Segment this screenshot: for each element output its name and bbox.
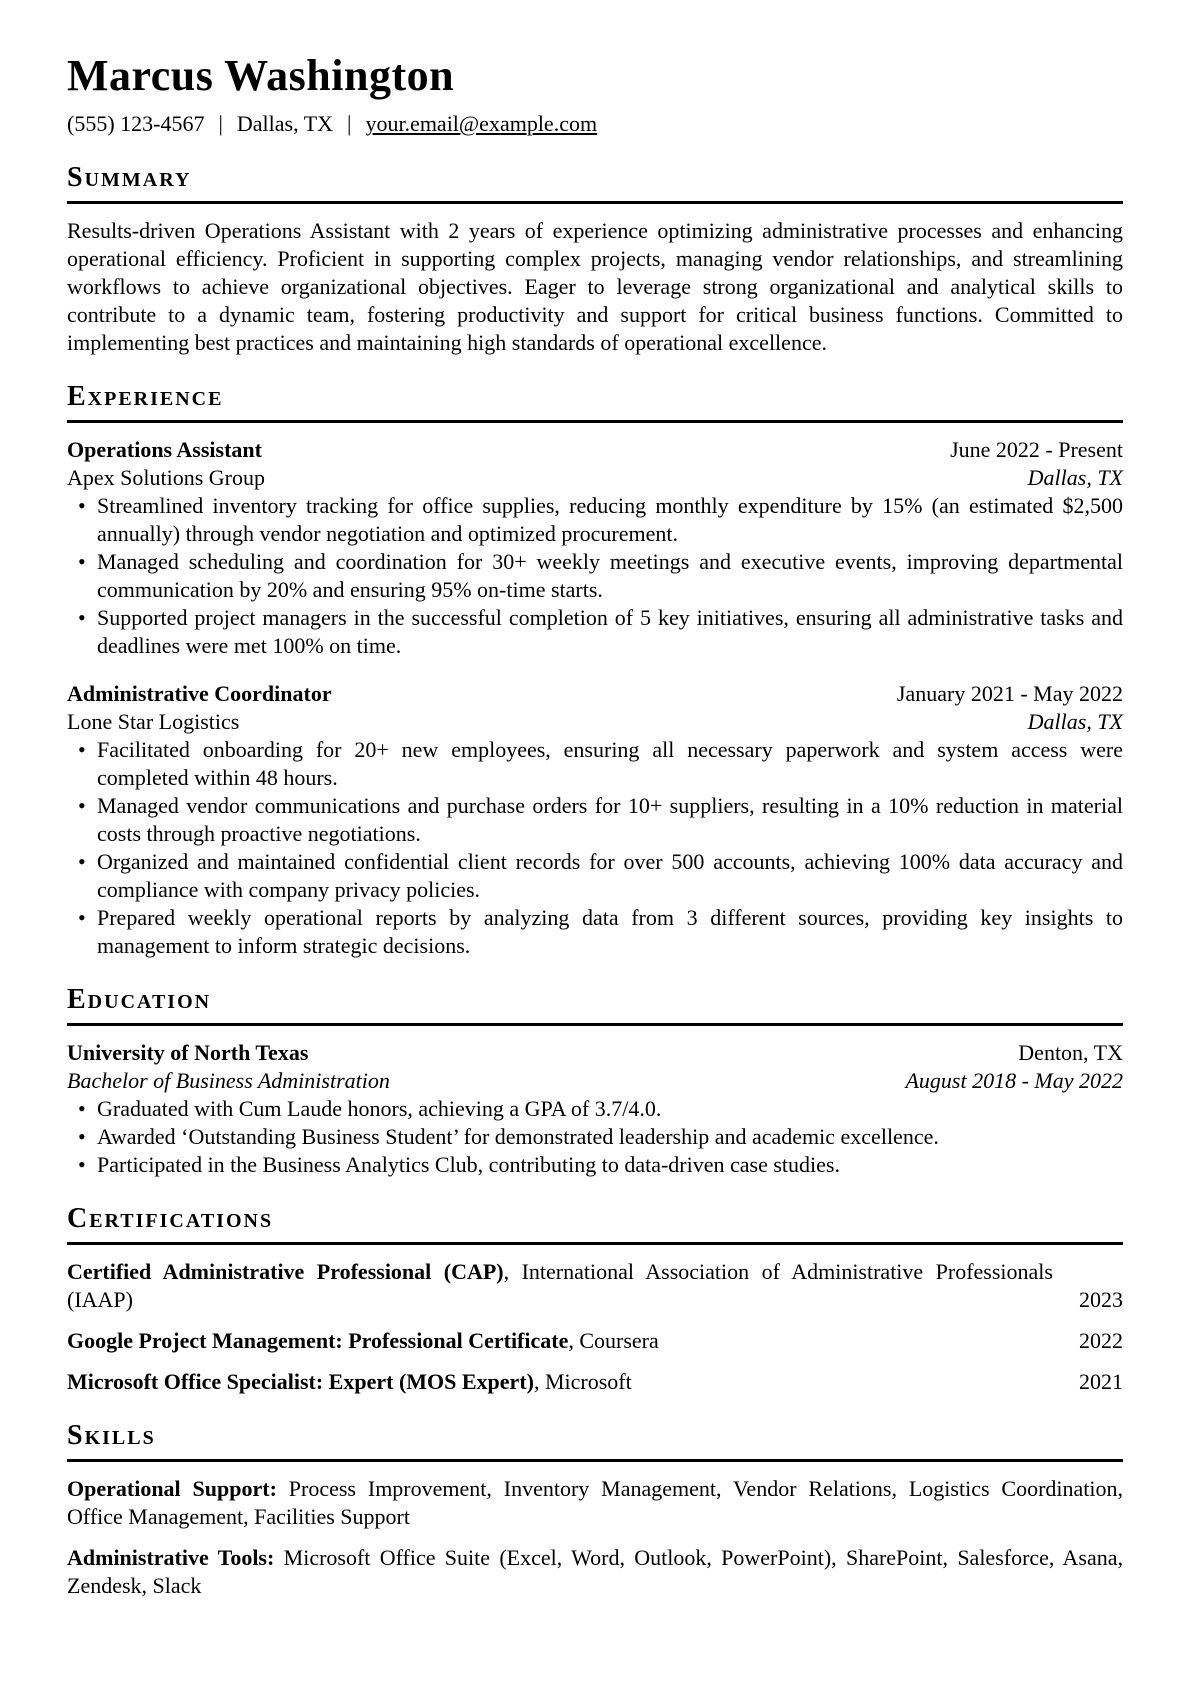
certification-issuer: , Microsoft bbox=[533, 1369, 632, 1394]
job-bullet-list bbox=[67, 736, 1123, 960]
education-bullet-list bbox=[67, 1095, 1123, 1179]
job-entry bbox=[67, 680, 1123, 960]
section-certifications bbox=[67, 1203, 1123, 1396]
experience-bullet: • Managed vendor communications and purchase orders for 10+ suppliers, resulting in a 10% reduction in material costs through proactive negotiations. bbox=[67, 792, 1123, 848]
certification-year: 2022 bbox=[1079, 1328, 1123, 1353]
certification-year: 2023 bbox=[1079, 1287, 1123, 1312]
certification-entry bbox=[67, 1368, 1123, 1396]
job-entry bbox=[67, 436, 1123, 660]
certification-entry bbox=[67, 1258, 1123, 1314]
experience-bullet: • Streamlined inventory tracking for office supplies, reducing monthly expenditure by 15% (an estimated $2,500 annually) through vendor negotiation and optimized procurement. bbox=[67, 492, 1123, 548]
job-company: Lone Star Logistics bbox=[67, 709, 240, 734]
section-experience bbox=[67, 381, 1123, 960]
section-education bbox=[67, 984, 1123, 1179]
school-location: Denton, TX bbox=[1018, 1040, 1123, 1065]
experience-heading: Experience bbox=[67, 381, 1123, 423]
job-title: Operations Assistant bbox=[67, 437, 262, 462]
education-bullet: • Participated in the Business Analytics Club, contributing to data-driven case studies. bbox=[67, 1151, 1123, 1179]
certification-year: 2021 bbox=[1079, 1369, 1123, 1394]
certification-name: Google Project Management: Professional Certificate bbox=[67, 1328, 569, 1353]
certifications-heading: Certifications bbox=[67, 1203, 1123, 1245]
experience-bullet: • Managed scheduling and coordination for 30+ weekly meetings and executive events, improving departmental communication by 20% and ensuring 95% on-time starts. bbox=[67, 548, 1123, 604]
experience-bullet: • Prepared weekly operational reports by analyzing data from 3 different sources, providing key insights to management to inform strategic decisions. bbox=[67, 904, 1123, 960]
certification-entry bbox=[67, 1327, 1123, 1355]
skill-detail: Microsoft Office Suite (Excel, Word, Outlook, PowerPoint), SharePoint, Salesforce, Asana, Zendesk, Slack bbox=[67, 1545, 1123, 1598]
experience-bullet: • Organized and maintained confidential client records for over 500 accounts, achieving 100% data accuracy and compliance with company privacy policies. bbox=[67, 848, 1123, 904]
job-location: Dallas, TX bbox=[1027, 465, 1123, 490]
job-bullet-list bbox=[67, 492, 1123, 660]
contact-email-link[interactable]: your.email@example.com bbox=[365, 111, 598, 136]
school-degree-row bbox=[67, 1067, 1123, 1095]
school-entry bbox=[67, 1039, 1123, 1179]
education-dates: August 2018 - May 2022 bbox=[905, 1068, 1123, 1093]
skill-category-entry bbox=[67, 1544, 1123, 1600]
certification-issuer: , International Association of Administrative Professionals (IAAP) bbox=[67, 1259, 1053, 1312]
contact-phone: (555) 123-4567 bbox=[67, 111, 205, 136]
job-company-row bbox=[67, 464, 1123, 492]
institution: University of North Texas bbox=[67, 1040, 309, 1065]
job-title-row bbox=[67, 436, 1123, 464]
separator: | bbox=[347, 111, 352, 136]
skill-category-entry bbox=[67, 1475, 1123, 1531]
education-bullet: • Awarded ‘Outstanding Business Student’ for demonstrated leadership and academic excellence. bbox=[67, 1123, 1123, 1151]
certification-issuer: , Coursera bbox=[568, 1328, 659, 1353]
degree: Bachelor of Business Administration bbox=[67, 1068, 390, 1093]
resume-name: Marcus Washington bbox=[67, 51, 455, 100]
job-title-row bbox=[67, 680, 1123, 708]
job-company-row bbox=[67, 708, 1123, 736]
separator: | bbox=[218, 111, 223, 136]
job-location: Dallas, TX bbox=[1027, 709, 1123, 734]
job-company: Apex Solutions Group bbox=[67, 465, 265, 490]
skill-detail: Process Improvement, Inventory Management, Vendor Relations, Logistics Coordination, Office Management, Facilities Support bbox=[67, 1476, 1123, 1529]
school-title-row bbox=[67, 1039, 1123, 1067]
education-heading: Education bbox=[67, 984, 1123, 1026]
skills-heading: Skills bbox=[67, 1420, 1123, 1462]
skill-category: Administrative Tools: bbox=[67, 1545, 275, 1570]
skill-category: Operational Support: bbox=[67, 1476, 277, 1501]
education-bullet: • Graduated with Cum Laude honors, achieving a GPA of 3.7/4.0. bbox=[67, 1095, 1123, 1123]
contact-line bbox=[67, 110, 1123, 138]
certification-name: Microsoft Office Specialist: Expert (MOS Expert) bbox=[67, 1369, 534, 1394]
job-title: Administrative Coordinator bbox=[67, 681, 332, 706]
summary-heading: Summary bbox=[67, 162, 1123, 204]
certification-name: Certified Administrative Professional (CAP) bbox=[67, 1259, 504, 1284]
experience-bullet: • Supported project managers in the successful completion of 5 key initiatives, ensuring all administrative tasks and deadlines were met 100% on time. bbox=[67, 604, 1123, 660]
section-skills bbox=[67, 1420, 1123, 1600]
experience-bullet: • Facilitated onboarding for 20+ new employees, ensuring all necessary paperwork and system access were completed within 48 hours. bbox=[67, 736, 1123, 792]
contact-location: Dallas, TX bbox=[236, 111, 334, 136]
job-dates: January 2021 - May 2022 bbox=[896, 681, 1123, 706]
job-dates: June 2022 - Present bbox=[950, 437, 1123, 462]
section-summary bbox=[67, 162, 1123, 357]
resume-header bbox=[67, 50, 1123, 138]
summary-text: Results-driven Operations Assistant with 2 years of experience optimizing administrative processes and enhancing operational efficiency. Proficient in supporting complex projects, managing vendor relationships, and streamlining workflows to achieve organizational objectives. Eager to leverage strong organizational and analytical skills to contribute to a dynamic team, fostering productivity and support for critical business functions. Committed to implementing best practices and maintaining high standards of operational excellence. bbox=[67, 218, 1123, 355]
